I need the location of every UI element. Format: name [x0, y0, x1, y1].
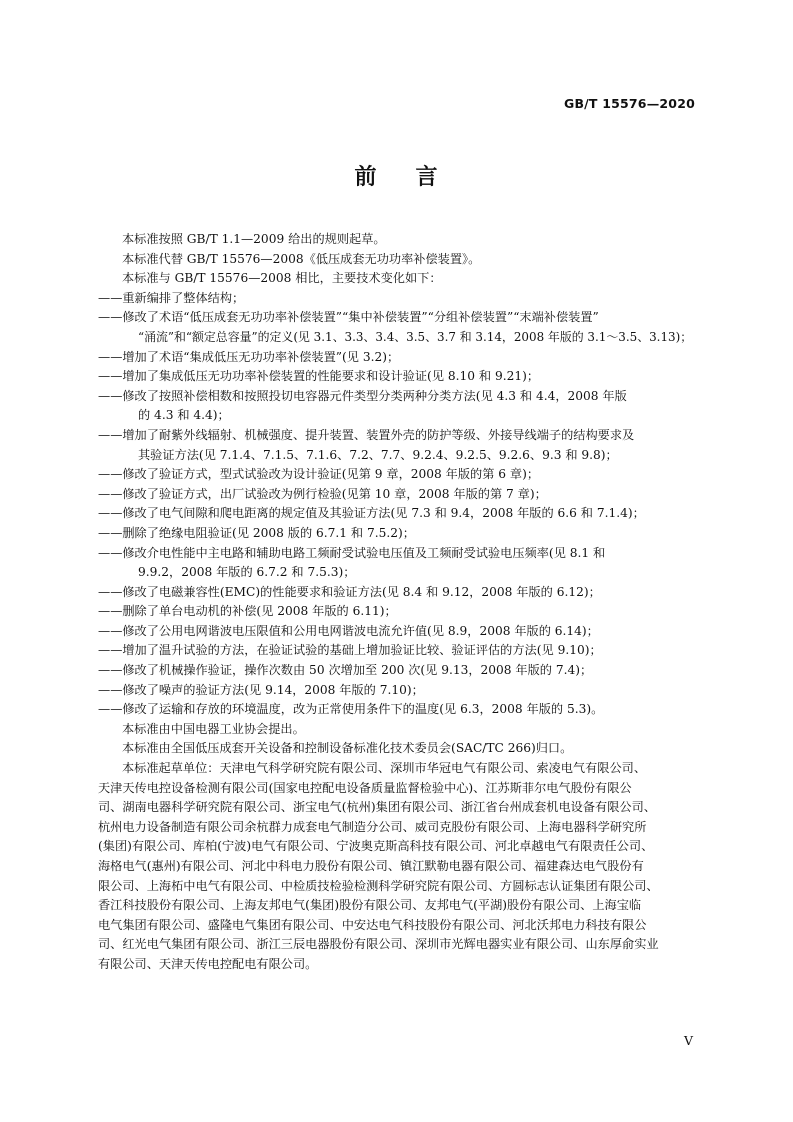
- text-line: 本标准起草单位：天津电气科学研究院有限公司、深圳市华冠电气有限公司、索凌电气有限公司、: [122, 761, 647, 776]
- text-line: ——修改了电气间隙和爬电距离的规定值及其验证方法(见 7.3 和 9.4，2008 年版的 6.6 和 7.1.4)；: [98, 506, 645, 521]
- text-line: 本标准代替 GB/T 15576—2008《低压成套无功功率补偿装置》。: [122, 251, 481, 266]
- text-line: 杭州电力设备制造有限公司余杭群力成套电气制造分公司、威司克股份有限公司、上海电器科学研究所: [98, 819, 647, 834]
- foreword-body: [98, 230, 698, 975]
- text-line: 的 4.3 和 4.4)；: [138, 408, 230, 423]
- text-line: 本标准按照 GB/T 1.1—2009 给出的规则起草。: [122, 232, 386, 246]
- text-line: ——删除了单台电动机的补偿(见 2008 年版的 6.11)；: [98, 604, 397, 619]
- text-line: “涌流”和“额定总容量”的定义(见 3.1、3.3、3.4、3.5、3.7 和 3.14，2008 年版的 3.1～3.5、3.13)；: [138, 329, 693, 344]
- text-line: ——修改介电性能中主电路和辅助电路工频耐受试验电压值及工频耐受试验电压频率(见 8.1 和: [98, 545, 606, 560]
- text-line: ——增加了集成低压无功功率补偿装置的性能要求和设计验证(见 8.10 和 9.21)；: [98, 369, 540, 384]
- text-line: ——重新编排了整体结构；: [98, 290, 245, 305]
- text-line: ——修改了公用电网谐波电压限值和公用电网谐波电流允许值(见 8.9，2008 年版的 6.14)；: [98, 623, 599, 638]
- text-line: ——增加了耐紫外线辐射、机械强度、提升装置、装置外壳的防护等级、外接导线端子的结构要求及: [98, 427, 635, 442]
- text-line: ——增加了温升试验的方法，在验证试验的基础上增加验证比较、验证评估的方法(见 9.10)；: [98, 643, 602, 658]
- text-line: (集团)有限公司、库柏(宁波)电气有限公司、宁波奥克斯高科技有限公司、河北卓越电气有限责任公司、: [98, 839, 654, 854]
- text-line: 9.9.2，2008 年版的 6.7.2 和 7.5.3)；: [138, 565, 356, 580]
- text-line: 本标准由全国低压成套开关设备和控制设备标准化技术委员会(SAC/TC 266)归口。: [122, 741, 573, 756]
- text-line: ——删除了绝缘电阻验证(见 2008 版的 6.7.1 和 7.5.2)；: [98, 525, 415, 540]
- text-line: 香江科技股份有限公司、上海友邦电气(集团)股份有限公司、友邦电气(平湖)股份有限公司、上海宝临: [98, 898, 642, 913]
- text-line: ——修改了按照补偿相数和按照投切电容器元件类型分类两种分类方法(见 4.3 和 4.4，2008 年版: [98, 388, 627, 403]
- text-line: ——修改了噪声的验证方法(见 9.14，2008 年版的 7.10)；: [98, 682, 424, 697]
- text-line: ——修改了术语“低压成套无功功率补偿装置”“集中补偿装置”“分组补偿装置”“末端补偿装置”: [98, 310, 599, 325]
- page-title: [0, 160, 793, 191]
- text-line: 海格电气(惠州)有限公司、河北中科电力股份有限公司、镇江默勒电器有限公司、福建森达电气股份有: [98, 859, 644, 873]
- title-char-1: 前: [354, 165, 378, 190]
- text-line: 本标准与 GB/T 15576—2008 相比，主要技术变化如下：: [122, 271, 442, 286]
- text-line: ——修改了验证方式，型式试验改为设计验证(见第 9 章，2008 年版的第 6 章)；: [98, 467, 540, 482]
- text-line: 司、红光电气集团有限公司、浙江三辰电器股份有限公司、深圳市光辉电器实业有限公司、山东厚俞实业: [98, 937, 659, 952]
- text-line: 天津天传电控设备检测有限公司(国家电控配电设备质量监督检验中心)、江苏斯菲尔电气股份有限公: [98, 780, 632, 795]
- text-line: ——修改了运输和存放的环境温度，改为正常使用条件下的温度(见 6.3，2008 年版的 5.3)。: [98, 702, 604, 717]
- text-line: 电气集团有限公司、盛隆电气集团有限公司、中安达电气科技股份有限公司、河北沃邦电力科技有限公: [98, 917, 647, 932]
- text-line: ——修改了电磁兼容性(EMC)的性能要求和验证方法(见 8.4 和 9.12，2008 年版的 6.12)；: [98, 584, 601, 599]
- title-char-2: 言: [415, 165, 439, 190]
- standard-number: GB/T 15576—2020: [563, 96, 695, 111]
- text-line: 限公司、上海柘中电气有限公司、中检质技检验检测科学研究院有限公司、方圆标志认证集团有限公司、: [98, 878, 659, 893]
- text-line: 本标准由中国电器工业协会提出。: [122, 721, 305, 736]
- page-number: V: [683, 1033, 693, 1048]
- text-line: 有限公司、天津天传电控配电有限公司。: [98, 956, 318, 971]
- text-line: ——修改了机械操作验证，操作次数由 50 次增加至 200 次(见 9.13，2008 年版的 7.4)；: [98, 663, 593, 678]
- text-line: 其验证方法(见 7.1.4、7.1.5、7.1.6、7.2、7.7、9.2.4、9.2.5、9.2.6、9.3 和 9.8)；: [138, 447, 618, 462]
- text-line: 司、湖南电器科学研究院有限公司、浙宝电气(杭州)集团有限公司、浙江省台州成套机电设备有限公司、: [98, 800, 656, 815]
- text-line: ——增加了术语“集成低压无功功率补偿装置”(见 3.2)；: [98, 349, 400, 364]
- text-line: ——修改了验证方式，出厂试验改为例行检验(见第 10 章，2008 年版的第 7 章)；: [98, 486, 547, 501]
